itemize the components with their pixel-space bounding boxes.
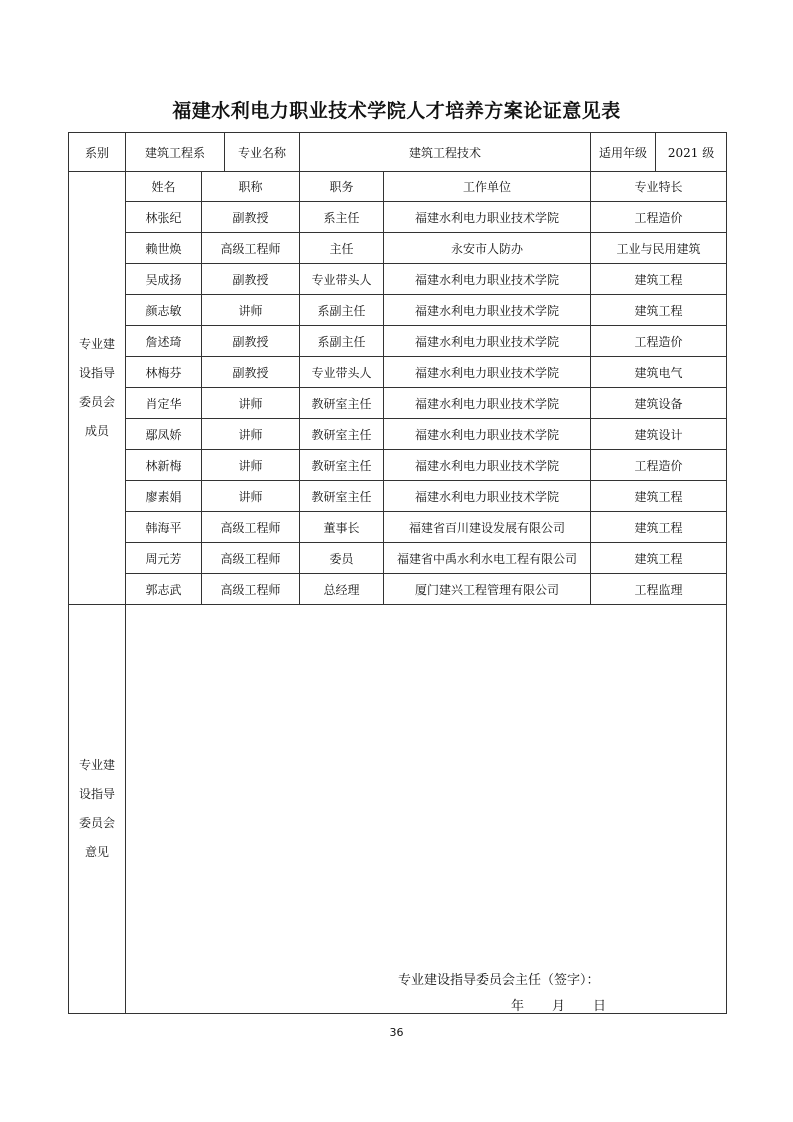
member-position: 教研室主任: [300, 450, 384, 481]
member-title: 讲师: [202, 450, 300, 481]
dept-value: 建筑工程系: [126, 133, 225, 172]
side-label-line: 设指导: [78, 366, 115, 380]
grade-value: 2021 级: [656, 133, 727, 172]
member-title: 讲师: [202, 481, 300, 512]
member-name: 颜志敏: [126, 295, 202, 326]
member-unit: 福建水利电力职业技术学院: [384, 419, 591, 450]
member-position: 教研室主任: [300, 481, 384, 512]
member-unit: 福建水利电力职业技术学院: [384, 388, 591, 419]
side-label-line: 专业建: [78, 758, 115, 772]
column-header-title: 职称: [202, 172, 300, 202]
member-name: 林新梅: [126, 450, 202, 481]
member-specialty: 建筑工程: [591, 264, 727, 295]
table-row: [69, 202, 727, 233]
table-row: [69, 419, 727, 450]
major-label: 专业名称: [225, 133, 300, 172]
member-specialty: 建筑工程: [591, 295, 727, 326]
signature-label: 专业建设指导委员会主任（签字）：: [398, 973, 600, 988]
member-position: 专业带头人: [300, 357, 384, 388]
members-section-label: [69, 172, 126, 605]
member-title: 高级工程师: [202, 574, 300, 605]
opinion-content-cell[interactable]: [126, 605, 727, 1014]
member-position: 教研室主任: [300, 388, 384, 419]
member-unit: 福建水利电力职业技术学院: [384, 481, 591, 512]
member-unit: 厦门建兴工程管理有限公司: [384, 574, 591, 605]
member-title: 副教授: [202, 326, 300, 357]
opinion-section-label: [69, 605, 126, 1014]
member-position: 董事长: [300, 512, 384, 543]
member-title: 讲师: [202, 419, 300, 450]
member-specialty: 工程造价: [591, 450, 727, 481]
member-name: 鄢凤娇: [126, 419, 202, 450]
member-specialty: 工程造价: [591, 202, 727, 233]
member-unit: 福建水利电力职业技术学院: [384, 264, 591, 295]
side-label-line: 意见: [84, 845, 109, 859]
opinion-row: [69, 605, 727, 1014]
member-name: 赖世焕: [126, 233, 202, 264]
member-position: 委员: [300, 543, 384, 574]
side-label-line: 委员会: [78, 816, 115, 830]
table-row: [69, 574, 727, 605]
member-title: 讲师: [202, 388, 300, 419]
member-unit: 永安市人防办: [384, 233, 591, 264]
member-name: 韩海平: [126, 512, 202, 543]
member-position: 系副主任: [300, 295, 384, 326]
side-label-line: 设指导: [78, 787, 115, 801]
member-unit: 福建省百川建设发展有限公司: [384, 512, 591, 543]
table-row: [69, 326, 727, 357]
table-row: [69, 295, 727, 326]
member-specialty: 建筑工程: [591, 512, 727, 543]
members-header-row: [69, 172, 727, 202]
member-title: 副教授: [202, 264, 300, 295]
member-position: 专业带头人: [300, 264, 384, 295]
table-row: [69, 481, 727, 512]
table-row: [69, 264, 727, 295]
member-name: 周元芳: [126, 543, 202, 574]
table-row: [69, 512, 727, 543]
member-name: 廖素娟: [126, 481, 202, 512]
side-label-line: 专业建: [78, 337, 115, 351]
column-header-name: 姓名: [126, 172, 202, 202]
column-header-specialty: 专业特长: [591, 172, 727, 202]
member-title: 高级工程师: [202, 233, 300, 264]
grade-label: 适用年级: [591, 133, 656, 172]
table-row: [69, 388, 727, 419]
member-title: 高级工程师: [202, 543, 300, 574]
column-header-position: 职务: [300, 172, 384, 202]
major-value: 建筑工程技术: [300, 133, 591, 172]
member-specialty: 建筑工程: [591, 481, 727, 512]
member-unit: 福建水利电力职业技术学院: [384, 295, 591, 326]
dept-label: 系别: [69, 133, 126, 172]
member-specialty: 建筑电气: [591, 357, 727, 388]
member-position: 教研室主任: [300, 419, 384, 450]
member-name: 郭志武: [126, 574, 202, 605]
date-year-label: 年: [511, 999, 525, 1014]
member-name: 林梅芬: [126, 357, 202, 388]
header-info-row: [69, 133, 727, 172]
member-position: 总经理: [300, 574, 384, 605]
member-specialty: 工程造价: [591, 326, 727, 357]
date-line: [511, 995, 606, 1014]
member-specialty: 工程监理: [591, 574, 727, 605]
column-header-unit: 工作单位: [384, 172, 591, 202]
table-row: [69, 543, 727, 574]
date-day-label: 日: [593, 999, 607, 1014]
member-name: 林张纪: [126, 202, 202, 233]
member-position: 主任: [300, 233, 384, 264]
member-title: 副教授: [202, 357, 300, 388]
member-title: 高级工程师: [202, 512, 300, 543]
member-position: 系副主任: [300, 326, 384, 357]
table-row: [69, 357, 727, 388]
member-unit: 福建省中禹水利水电工程有限公司: [384, 543, 591, 574]
member-title: 讲师: [202, 295, 300, 326]
member-unit: 福建水利电力职业技术学院: [384, 357, 591, 388]
member-specialty: 建筑工程: [591, 543, 727, 574]
table-row: [69, 450, 727, 481]
evaluation-form-table: [68, 132, 727, 1014]
side-label-line: 委员会: [78, 395, 115, 409]
member-unit: 福建水利电力职业技术学院: [384, 450, 591, 481]
member-specialty: 建筑设计: [591, 419, 727, 450]
member-title: 副教授: [202, 202, 300, 233]
document-title: 福建水利电力职业技术学院人才培养方案论证意见表: [172, 100, 621, 122]
date-month-label: 月: [552, 999, 566, 1014]
member-unit: 福建水利电力职业技术学院: [384, 326, 591, 357]
table-row: [69, 233, 727, 264]
member-name: 吴成扬: [126, 264, 202, 295]
member-specialty: 工业与民用建筑: [591, 233, 727, 264]
opinion-writing-area: [126, 605, 726, 1013]
page-number: 36: [389, 1026, 404, 1039]
side-label-line: 成员: [84, 424, 109, 438]
member-unit: 福建水利电力职业技术学院: [384, 202, 591, 233]
member-position: 系主任: [300, 202, 384, 233]
member-specialty: 建筑设备: [591, 388, 727, 419]
member-name: 肖定华: [126, 388, 202, 419]
member-name: 詹述琦: [126, 326, 202, 357]
